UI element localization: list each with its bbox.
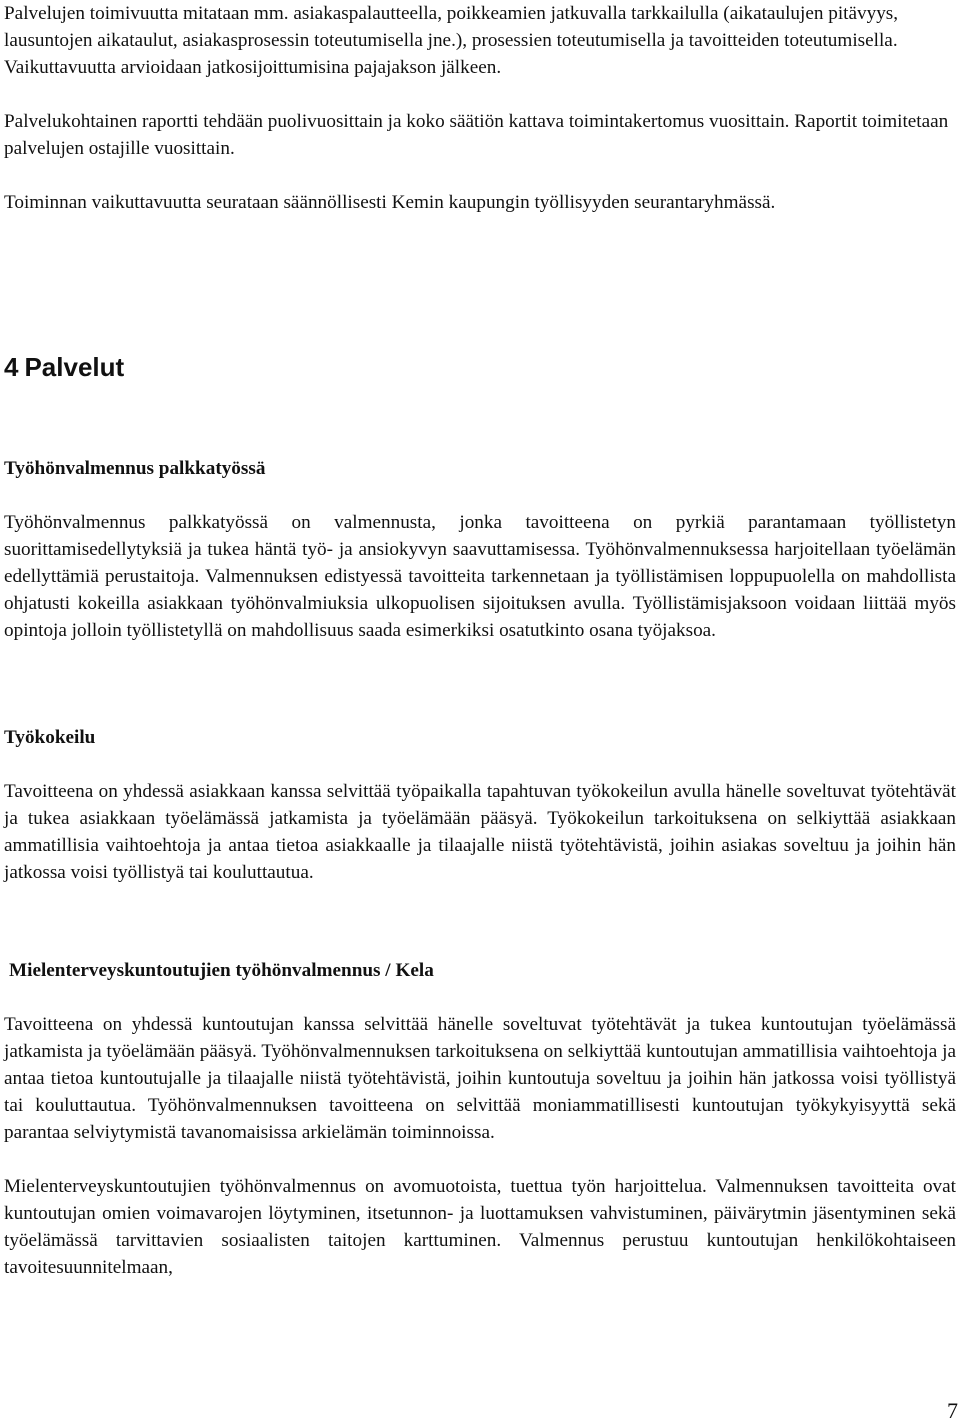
service-mielenterveys <box>4 957 956 1281</box>
intro-paragraph-monitoring: Toiminnan vaikuttavuutta seurataan säännöllisesti Kemin kaupungin työllisyyden seurantaryhmässä. <box>4 192 776 213</box>
service-paragraph: Työhönvalmennus palkkatyössä on valmennusta, jonka tavoitteena on pyrkiä parantamaan työllistetyn suorittamisedellytyksiä ja tukea häntä työ- ja ansiokyvyn saavuttamisessa. Työhönvalmennuksessa harjoitellaan työelämän edellyttämiä perustaitoja. Valmennuksen edistyessä tavoitteita tarkennetaan ja työllistämisen loppupuolella on mahdollista ohjatusti kokeilla asiakkaan työhönvalmiuksia ulkopuolisen sijoituksen avulla. Työllistämisjaksoon voidaan liittää myös opintoja jolloin työllistetyllä on mahdollisuus saada esimerkiksi osatutkinto osana työjaksoa. <box>4 512 956 641</box>
intro-section <box>4 0 956 216</box>
section-title: Palvelut <box>24 352 125 382</box>
service-heading: Mielenterveyskuntoutujien työhönvalmennus / Kela <box>9 960 434 981</box>
service-heading: Työhönvalmennus palkkatyössä <box>4 458 266 479</box>
service-paragraph: Tavoitteena on yhdessä asiakkaan kanssa selvittää työpaikalla tapahtuvan työkokeilun avulla hänelle soveltuvat työtehtävät ja tukea asiakkaan työelämässä jatkamista ja työelämään pääsyä. Työkokeilun tarkoituksena on selkiyttää asiakkaan ammatillisia vaihtoehtoja ja antaa tietoa asiakkaalle ja tilaajalle niistä työtehtävistä, joihin asiakas soveltuu ja joihin hän jatkossa voisi työllistyä tai kouluttautua. <box>4 781 956 883</box>
section-heading <box>4 352 956 382</box>
service-paragraph: Mielenterveyskuntoutujien työhönvalmennus on avomuotoista, tuettua työn harjoittelua. Valmennuksen tavoitteita ovat kuntoutujan omien voimavarojen löytyminen, itsetunnon- ja luottamuksen vahvistuminen, päivärytmin jäsentyminen sekä työelämässä tarvittavien sosiaalisten taitojen karttuminen. Valmennus perustuu kuntoutujan henkilökohtaiseen tavoitesuunnitelmaan, <box>4 1176 956 1278</box>
intro-paragraph-metrics: Palvelujen toimivuutta mitataan mm. asiakaspalautteella, poikkeamien jatkuvalla tarkkailulla (aikataulujen pitävyys, lausuntojen aikataulut, asiakasprosessin toteutumisella jne.), prosessien toteutumisella ja tavoitteiden toteutumisella. Vaikuttavuutta arvioidaan jatkosijoittumisina pajajakson jälkeen. <box>4 3 899 78</box>
service-paragraph: Tavoitteena on yhdessä kuntoutujan kanssa selvittää hänelle soveltuvat työtehtävät ja tukea kuntoutujan työelämässä jatkamista ja työelämään pääsyä. Työhönvalmennuksen tarkoituksena on selkiyttää kuntoutujan ammatillisia vaihtoehtoja ja antaa tietoa kuntoutujalle ja tilaajalle niistä työtehtävistä, joihin kuntoutuja soveltuu ja joihin hän jatkossa voisi työllistyä tai kouluttautua. Työhönvalmennuksen tavoitteena on selvittää moniammatillisesti kuntoutujan työkykyisyyttä sekä parantaa selviytymistä tavanomaisissa arkielämän toiminnoissa. <box>4 1014 956 1143</box>
service-tyokokeilu <box>4 724 956 886</box>
page-number: 7 <box>947 1398 958 1423</box>
service-tyohonvalmennus <box>4 455 956 644</box>
service-heading: Työkokeilu <box>4 727 96 748</box>
section-number: 4 <box>4 352 19 382</box>
intro-paragraph-reporting: Palvelukohtainen raportti tehdään puolivuosittain ja koko säätiön kattava toimintakertomus vuosittain. Raportit toimitetaan palvelujen ostajille vuosittain. <box>4 111 949 159</box>
